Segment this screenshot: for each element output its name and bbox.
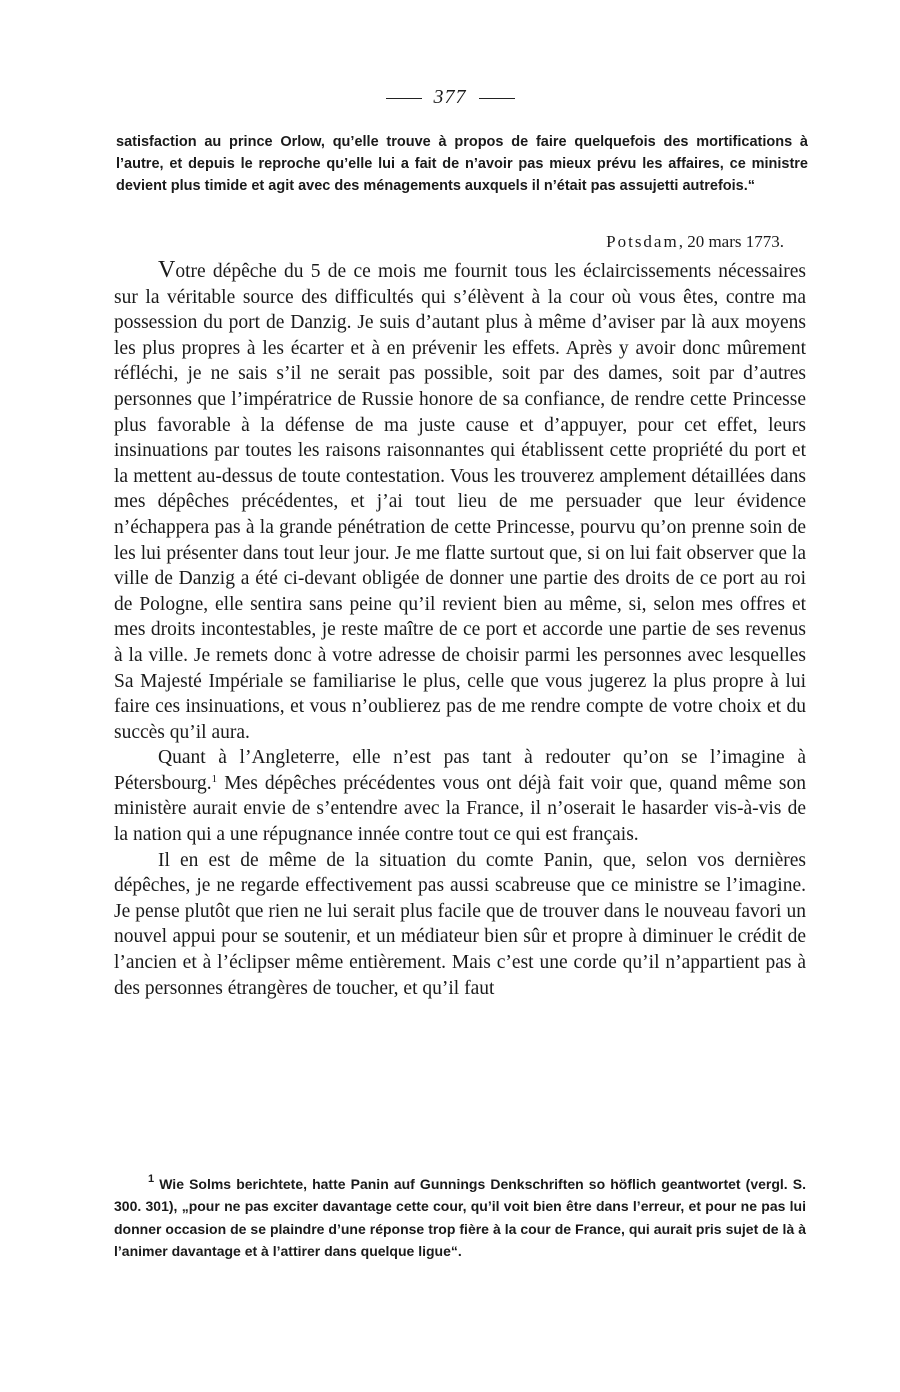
paragraph-text: otre dépêche du 5 de ce mois me fournit tous les éclaircissements nécessaires sur la véritable source des difficultés qui s’élèvent à la cour où vous êtes, contre ma possession du port de Danzig. Je suis d’autant plus à même d’aviser par là aux moyens les plus propres à les écarter et à en prévenir les effets. Après y avoir donc mûrement réfléchi, je ne sais s’il ne serait pas possible, soit par des dames, soit par d’autres personnes que l’impératrice de Russie honore de sa confiance, de rendre cette Princesse plus favorable à la défense de ma juste cause et d’appuyer, pour cet effet, leurs insinuations par toutes les raisons raisonnantes qui établissent cette propriété du port et la mettent au-dessus de toute contestation. Vous les trouverez amplement détaillées dans mes dépêches précédentes, et j’ai tout lieu de me persuader que leur évidence n’échappera pas à la grande pénétration de cette Princesse, pourvu qu’on prenne soin de les lui présenter dans tout leur jour. Je me flatte surtout que, si on lui fait observer que la ville de Danzig a été ci-devant obligée de donner une partie des droits de ce port au roi de Pologne, elle sentira sans peine qu’il revient bien au même, si, selon mes offres et mes droits incontestables, je reste maître de ce port et accorde une partie de ses revenus à la ville. Je remets donc à votre adresse de choisir parmi les personnes avec lesquelles Sa Majesté Impériale se familiarise le plus, celle que vous jugerez la plus propre à lui faire ces insinuations, et vous n’oublierez pas de me rendre compte de votre choix et du succès qu’il aura. bbox=[114, 261, 806, 743]
paragraph-text: Mes dépêches précédentes vous ont déjà fait voir que, quand même son ministère aurait envie de s’entendre avec la France, il n’oserait le hasarder vis-à-vis de la nation qui a une répugnance innée contre tout ce qui est français. bbox=[114, 772, 806, 846]
footnote bbox=[114, 1173, 806, 1263]
letter-paragraph bbox=[114, 258, 806, 745]
dateline-place: Potsdam bbox=[606, 232, 679, 251]
footnote-marker: 1 bbox=[148, 1173, 155, 1185]
continuation-paragraph: satisfaction au prince Orlow, qu’elle trouve à propos de faire quelquefois des mortifications à l’autre, et depuis le reproche qu’elle lui a fait de n’avoir pas mieux prévu les affaires, ce ministre devient plus timide et agit avec des ménagements auxquels il n’était pas assujetti autrefois.“ bbox=[116, 134, 808, 194]
footnote-reference: 1 bbox=[211, 772, 218, 785]
header-rule-left bbox=[386, 98, 422, 99]
page-number: 377 bbox=[433, 86, 467, 108]
letter-paragraph bbox=[114, 745, 806, 847]
page-header bbox=[0, 86, 900, 109]
header-rule-right bbox=[479, 98, 515, 99]
dateline bbox=[0, 232, 784, 252]
initial-letter: V bbox=[158, 257, 176, 283]
paragraph-text: Quant à l’Angleterre, elle n’est pas tant à redouter qu’on se l’imagine à Pétersbourg. bbox=[114, 747, 806, 794]
letter-paragraph bbox=[114, 848, 806, 1002]
paragraph-text: Il en est de même de la situation du comte Panin, que, selon vos dernières dépêches, je ne regarde effectivement pas aussi scabreuse que ce ministre se l’imagine. Je pense plutôt que rien ne lui serait plus facile que de trouver dans le nouveau favori un nouvel appui pour se soutenir, et un médiateur bien sûr et propre à diminuer le crédit de l’ancien et à l’éclipser même entièrement. Mais c’est une corde qu’il n’appartient pas à des personnes étrangères de toucher, et qu’il faut bbox=[114, 849, 806, 999]
footnote-text: Wie Solms berichtete, hatte Panin auf Gunnings Denkschriften so höflich geantwortet (vergl. S. 300. 301), „pour ne pas exciter davantage cette cour, qu’il voit bien être dans l’erreur, et pour ne pas lui donner occasion de se plaindre d’une réponse trop fière à la cour de France, qui aurait pris sujet de là à l’animer davantage et à l’attirer dans quelque ligue“. bbox=[114, 1176, 806, 1260]
dateline-date: , 20 mars 1773. bbox=[678, 232, 784, 251]
letter-body bbox=[114, 258, 806, 1001]
